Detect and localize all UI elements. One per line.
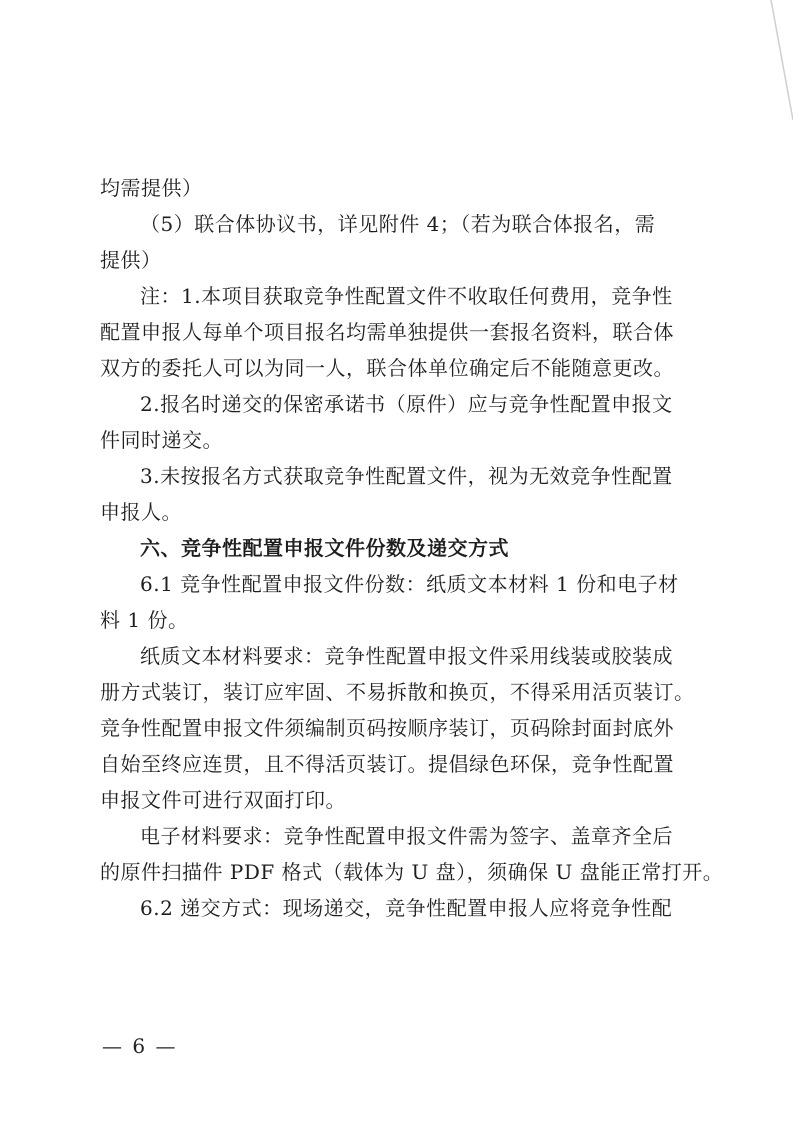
text-line: 6.2 递交方式：现场递交，竞争性配置申报人应将竞争性配 — [140, 896, 673, 920]
text-line: 6.1 竞争性配置申报文件份数：纸质文本材料 1 份和电子材 — [140, 572, 679, 596]
scan-edge-mark — [753, 0, 793, 140]
text-line: 电子材料要求：竞争性配置申报文件需为签字、盖章齐全后 — [140, 824, 673, 848]
text-line: 双方的委托人可以为同一人，联合体单位确定后不能随意更改。 — [100, 356, 674, 380]
text-line: 提供） — [100, 248, 162, 272]
text-line: 料 1 份。 — [100, 608, 189, 632]
page-number: — 6 — — [102, 1034, 178, 1058]
text-line: （5）联合体协议书，详见附件 4；（若为联合体报名，需 — [140, 212, 656, 236]
text-line: 册方式装订，装订应牢固、不易拆散和换页，不得采用活页装订。 — [100, 680, 695, 704]
text-line: 均需提供） — [100, 176, 203, 200]
body-text — [100, 170, 724, 926]
text-line: 2.报名时递交的保密承诺书（原件）应与竞争性配置申报文 — [140, 392, 673, 416]
text-line: 3.未按报名方式获取竞争性配置文件，视为无效竞争性配置 — [140, 464, 673, 488]
text-line: 纸质文本材料要求：竞争性配置申报文件采用线装或胶装成 — [140, 644, 673, 668]
text-line: 自始至终应连贯，且不得活页装订。提倡绿色环保，竞争性配置 — [100, 752, 674, 776]
text-line: 件同时递交。 — [100, 428, 223, 452]
text-line: 配置申报人每单个项目报名均需单独提供一套报名资料，联合体 — [100, 320, 674, 344]
text-line: 注：1.本项目获取竞争性配置文件不收取任何费用，竞争性 — [140, 284, 673, 308]
section-heading: 六、竞争性配置申报文件份数及递交方式 — [140, 536, 509, 560]
text-line: 竞争性配置申报文件须编制页码按顺序装订，页码除封面封底外 — [100, 716, 674, 740]
text-line: 申报文件可进行双面打印。 — [100, 788, 346, 812]
text-line: 的原件扫描件 PDF 格式（载体为 U 盘），须确保 U 盘能正常打开。 — [100, 860, 724, 884]
text-line: 申报人。 — [100, 500, 182, 524]
